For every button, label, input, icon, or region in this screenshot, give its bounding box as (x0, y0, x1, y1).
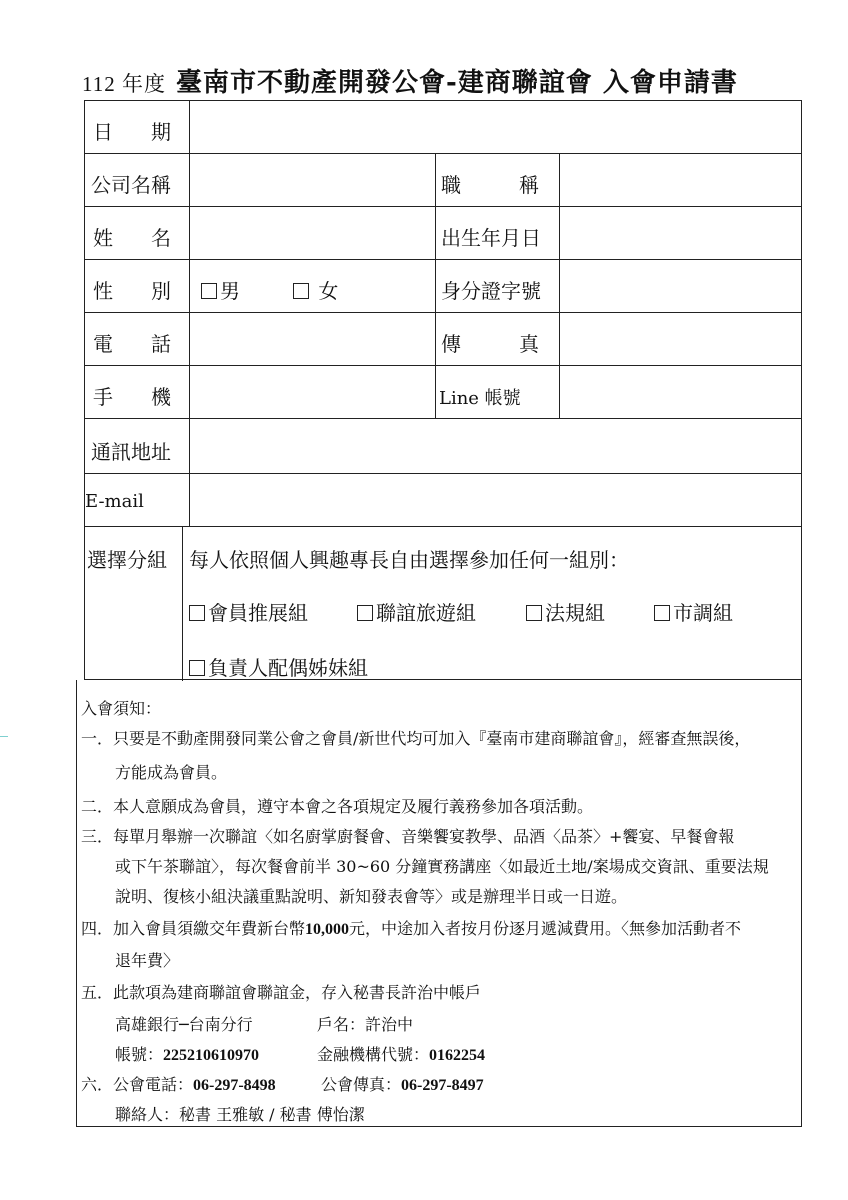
note-item-3: 三．每單月舉辦一次聯誼〈如名廚掌廚餐會、音樂饗宴教學、品酒〈品茶〉+饗宴、早餐會報 (81, 827, 735, 846)
mobile-label: 手 機 (93, 385, 171, 409)
mobile-field[interactable] (191, 368, 433, 416)
membership-notes (76, 680, 802, 1127)
application-form (84, 100, 802, 680)
bank-name: 高雄銀行─台南分行 (115, 1015, 253, 1034)
job-title-label: 職 稱 (441, 173, 539, 197)
notes-heading: 入會須知： (81, 699, 162, 718)
contact-person: 聯絡人：秘書 王雅敏 / 秘書 傅怡潔 (115, 1105, 365, 1124)
association-fax: 公會傳真：06-297-8497 (321, 1075, 484, 1094)
address-field[interactable] (191, 421, 799, 471)
row-divider (85, 418, 801, 419)
mid-column-divider (435, 153, 436, 418)
checkbox-icon[interactable] (293, 283, 309, 299)
address-label: 通訊地址 (91, 440, 171, 464)
group-label: 選擇分組 (87, 548, 167, 572)
scan-artifact (0, 736, 8, 737)
email-label: E-mail (85, 491, 144, 512)
email-field[interactable] (191, 476, 799, 524)
checkbox-icon[interactable] (357, 605, 373, 621)
group-option-regulations[interactable]: 法規組 (526, 597, 605, 626)
checkbox-icon[interactable] (189, 660, 205, 676)
company-field[interactable] (191, 156, 433, 204)
fax-label: 傳 真 (441, 332, 539, 356)
group-option-member-promotion[interactable]: 會員推展組 (189, 597, 308, 626)
date-label: 日 期 (93, 120, 171, 144)
note-item-4-cont: 退年費〉 (115, 951, 180, 970)
id-number-label: 身分證字號 (441, 279, 541, 303)
checkbox-icon[interactable] (654, 605, 670, 621)
checkbox-icon[interactable] (201, 283, 217, 299)
job-title-field[interactable] (561, 156, 799, 204)
association-phone: 六．公會電話：06-297-8498 (81, 1075, 276, 1094)
row-divider (85, 153, 801, 154)
row-divider (85, 526, 801, 527)
company-label: 公司名稱 (91, 173, 171, 197)
checkbox-icon[interactable] (189, 605, 205, 621)
note-item-3-cont: 或下午茶聯誼〉，每次餐會前半 30~60 分鐘實務講座〈如最近土地/案場成交資訊、重要法規 (115, 857, 769, 876)
phone-label: 電 話 (93, 332, 171, 356)
account-number: 帳號：225210610970 (115, 1045, 260, 1064)
birthday-label: 出生年月日 (441, 226, 541, 250)
row-divider (85, 365, 801, 366)
row-divider (85, 259, 801, 260)
label-column-divider (189, 101, 190, 526)
group-option-market-research[interactable]: 市調組 (654, 597, 733, 626)
name-field[interactable] (191, 209, 433, 257)
row-divider (85, 473, 801, 474)
note-item-4: 四．加入會員須繳交年費新台幣10,000元，中途加入者按月份逐月遞減費用。〈無參加活動者不 (81, 919, 742, 938)
note-item-1-cont: 方能成為會員。 (115, 763, 228, 782)
value-column-divider (559, 153, 560, 418)
name-label: 姓 名 (93, 226, 171, 250)
line-id-label: Line 帳號 (439, 388, 521, 409)
form-title (82, 62, 802, 102)
note-item-2: 二．本人意願成為會員，遵守本會之各項規定及履行義務參加各項活動。 (81, 797, 594, 816)
annual-fee-amount: 10,000 (305, 921, 350, 938)
title-year: 112 年度 (82, 72, 166, 96)
bank-code: 金融機構代號：0162254 (317, 1045, 486, 1064)
note-item-5: 五．此款項為建商聯誼會聯誼金，存入秘書長許治中帳戶 (81, 983, 482, 1002)
account-name: 戶名：許治中 (317, 1015, 414, 1034)
id-number-field[interactable] (561, 262, 799, 310)
group-instruction: 每人依照個人興趣專長自由選擇參加任何一組別： (189, 548, 629, 572)
gender-label: 性 別 (93, 279, 171, 303)
group-option-spouse[interactable]: 負責人配偶姊妹組 (189, 652, 368, 681)
row-divider (85, 312, 801, 313)
row-divider (85, 206, 801, 207)
date-field[interactable] (191, 103, 799, 151)
note-item-1: 一．只要是不動產開發同業公會之會員/新世代均可加入『臺南市建商聯誼會』，經審查無誤後， (81, 729, 751, 748)
group-option-travel[interactable]: 聯誼旅遊組 (357, 597, 476, 626)
label-column-divider (182, 526, 183, 681)
note-item-3-cont: 說明、復核小組決議重點說明、新知發表會等〉或是辦理半日或一日遊。 (115, 887, 628, 906)
checkbox-icon[interactable] (526, 605, 542, 621)
phone-field[interactable] (191, 315, 433, 363)
gender-female-option[interactable]: 女 (293, 275, 338, 304)
birthday-field[interactable] (561, 209, 799, 257)
line-id-field[interactable] (561, 368, 799, 416)
gender-male-option[interactable]: 男 (201, 275, 240, 304)
fax-field[interactable] (561, 315, 799, 363)
title-text: 臺南市不動產開發公會-建商聯誼會 入會申請書 (175, 68, 738, 98)
